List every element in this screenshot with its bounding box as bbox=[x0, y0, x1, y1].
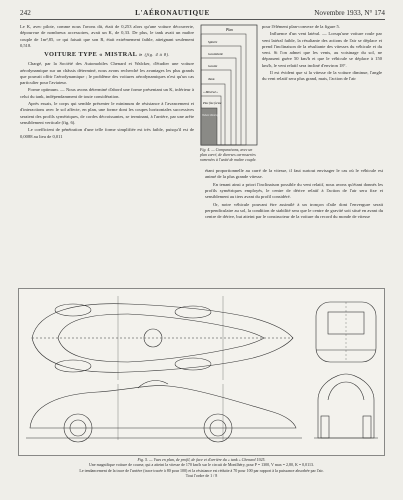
paragraph: Il est évident que si la vitesse de la voiture diminue, l'angle du vent relatif sera plus grand, mais, l'action de l'air bbox=[262, 70, 382, 82]
figure-5-technical-drawing bbox=[18, 288, 385, 456]
paragraph: Influence d'un vent latéral. — Lorsqu'une voiture roule par vent latéral faible, la résultante des actions de l'air se déplace et prend l'inclinaison de la résultante des vitesses du véhicule et du vent. Si l'on admet que les vents, au voisinage du sol, ne dépassent guère 50 km/h et que le véhicule se déplace à 150 km/h, le vent relatif sera incliné d'environ 18°. bbox=[262, 31, 382, 68]
fig4-label-tank: Tank bbox=[208, 77, 215, 81]
fig4-label-plan: Plan bbox=[226, 28, 233, 32]
paragraph: Après essais, le corps qui semble présenter le minimum de résistance à l'avancement et d'interactions avec le sol affecte, en plan, une forme dont les coupes horizontales successives seraient des profils symétriques, de cordes décroissantes, se terminant, à l'arrière, par une arête sensiblement verticale (fig. 6). bbox=[20, 101, 194, 125]
figure-4-caption: Fig. 4. — Comparaisons, avec un plan carré, de diverses carrosseries ramenées à l'unité de maître couple. bbox=[200, 148, 257, 162]
issue-date: Novembre 1933, N° 174 bbox=[314, 9, 385, 17]
right-column-top bbox=[262, 24, 382, 84]
fig4-label-theorique: Voiture théorique bbox=[202, 114, 220, 117]
paragraph: En tenant ainsi a priori l'inclinaison possible du vent relatif, nous avons qu'étant donnés les profils symétriques employés, le centre de dérive relatif à l'action de l'air sera fixe et sensiblement au tiers avant du profil considéré. bbox=[205, 181, 383, 200]
right-column-bottom bbox=[205, 168, 383, 222]
fig5-caption-line: Le tendancement de la trace de l'arrière (trace tracée à 80 pour 100) et la résistance est réduite à 70 pour 100 par rapport à la puissance absorbée par l'air. bbox=[79, 467, 324, 473]
section-heading-note: (fig. 4 à 8). bbox=[144, 52, 170, 57]
paragraph: Or, notre véhicule pouvant être assimilé à un tronçon d'aile dont l'envergure serait perpendiculaire au sol, la condition de stabilité sera que le centre de gravité soit situé en avant du centre de dérive, but atteint par le constructeur de la voiture du record du monde de vitesse bbox=[205, 201, 383, 220]
fig4-label-goutte: Goutte bbox=[208, 64, 218, 68]
header-rule bbox=[20, 19, 385, 20]
fig4-label-sphere: Sphère bbox=[208, 40, 218, 44]
journal-title: L'AÉRONAUTIQUE bbox=[135, 9, 210, 17]
paragraph: Le coefficient de pénétration d'une telle forme simplifiée est très faible, puisqu'il est de 0,0088 au lieu de 0,011 bbox=[20, 127, 194, 139]
paragraph: Chargé, par la Société des Automobiles Chenard et Walcker, d'étudier une voiture aérodynamique sur un châssis déterminé, nous avons recherché les avantages les plus grands que pouvait offrir l'aérodynamique ; le problème des voitures aérodynamiques n'est qu'un cas particulier pour l'aviateur. bbox=[20, 61, 194, 85]
fig4-label-plus-fine: Plus fine forme bbox=[203, 101, 222, 105]
left-column bbox=[20, 24, 194, 141]
paragraph: pour l'élément plan-convexe de la figure 5. bbox=[262, 24, 340, 29]
figure-5-caption bbox=[20, 457, 383, 478]
page-header bbox=[20, 8, 385, 18]
paragraph: étant proportionnelle au carré de la vitesse, il faut surtout envisager le cas où le véhicule est animé de la plus grande vitesse. bbox=[205, 168, 383, 180]
fig4-label-gouttelette: Gouttelette bbox=[208, 52, 224, 56]
paragraph: Le K, avec pilote, comme nous l'avons dit, était de 0,253 alors qu'une voiture découverte, dépourvue de nombreux accessoires, avait un K, de 0,33. De plus, le tank avait un maître couple de 1m²,85, ce qui faisait que son R, était extrêmement faible, atteignant seulement 0,518. bbox=[20, 24, 194, 48]
paragraph: Forme optimum. — Nous avons déterminé d'abord une forme présentant un K, inférieur à celui du tank, indépendamment de toute considération. bbox=[20, 87, 194, 99]
figure-4-comparison-diagram bbox=[200, 24, 258, 148]
section-heading-text: VOITURE TYPE « MISTRAL » bbox=[44, 51, 143, 58]
fig5-caption-line: Tout l'ordre de 1 / 8 bbox=[185, 472, 218, 478]
page-number: 242 bbox=[20, 9, 31, 17]
fig4-label-mistral: « Mistral » bbox=[203, 90, 219, 94]
fig5-caption-title: Fig. 5. — Vues en plan, de profil, de face et d'arrière du « tank » Chenard 1925. bbox=[137, 457, 266, 462]
section-heading bbox=[20, 52, 194, 58]
fig5-caption-line: Une magnifique voiture de course, qui a atteint la vitesse de 170 km/h sur le circuit de Montlhéry, pour P = 1300, V max = 2,80, K = 0,0113. bbox=[88, 462, 315, 468]
